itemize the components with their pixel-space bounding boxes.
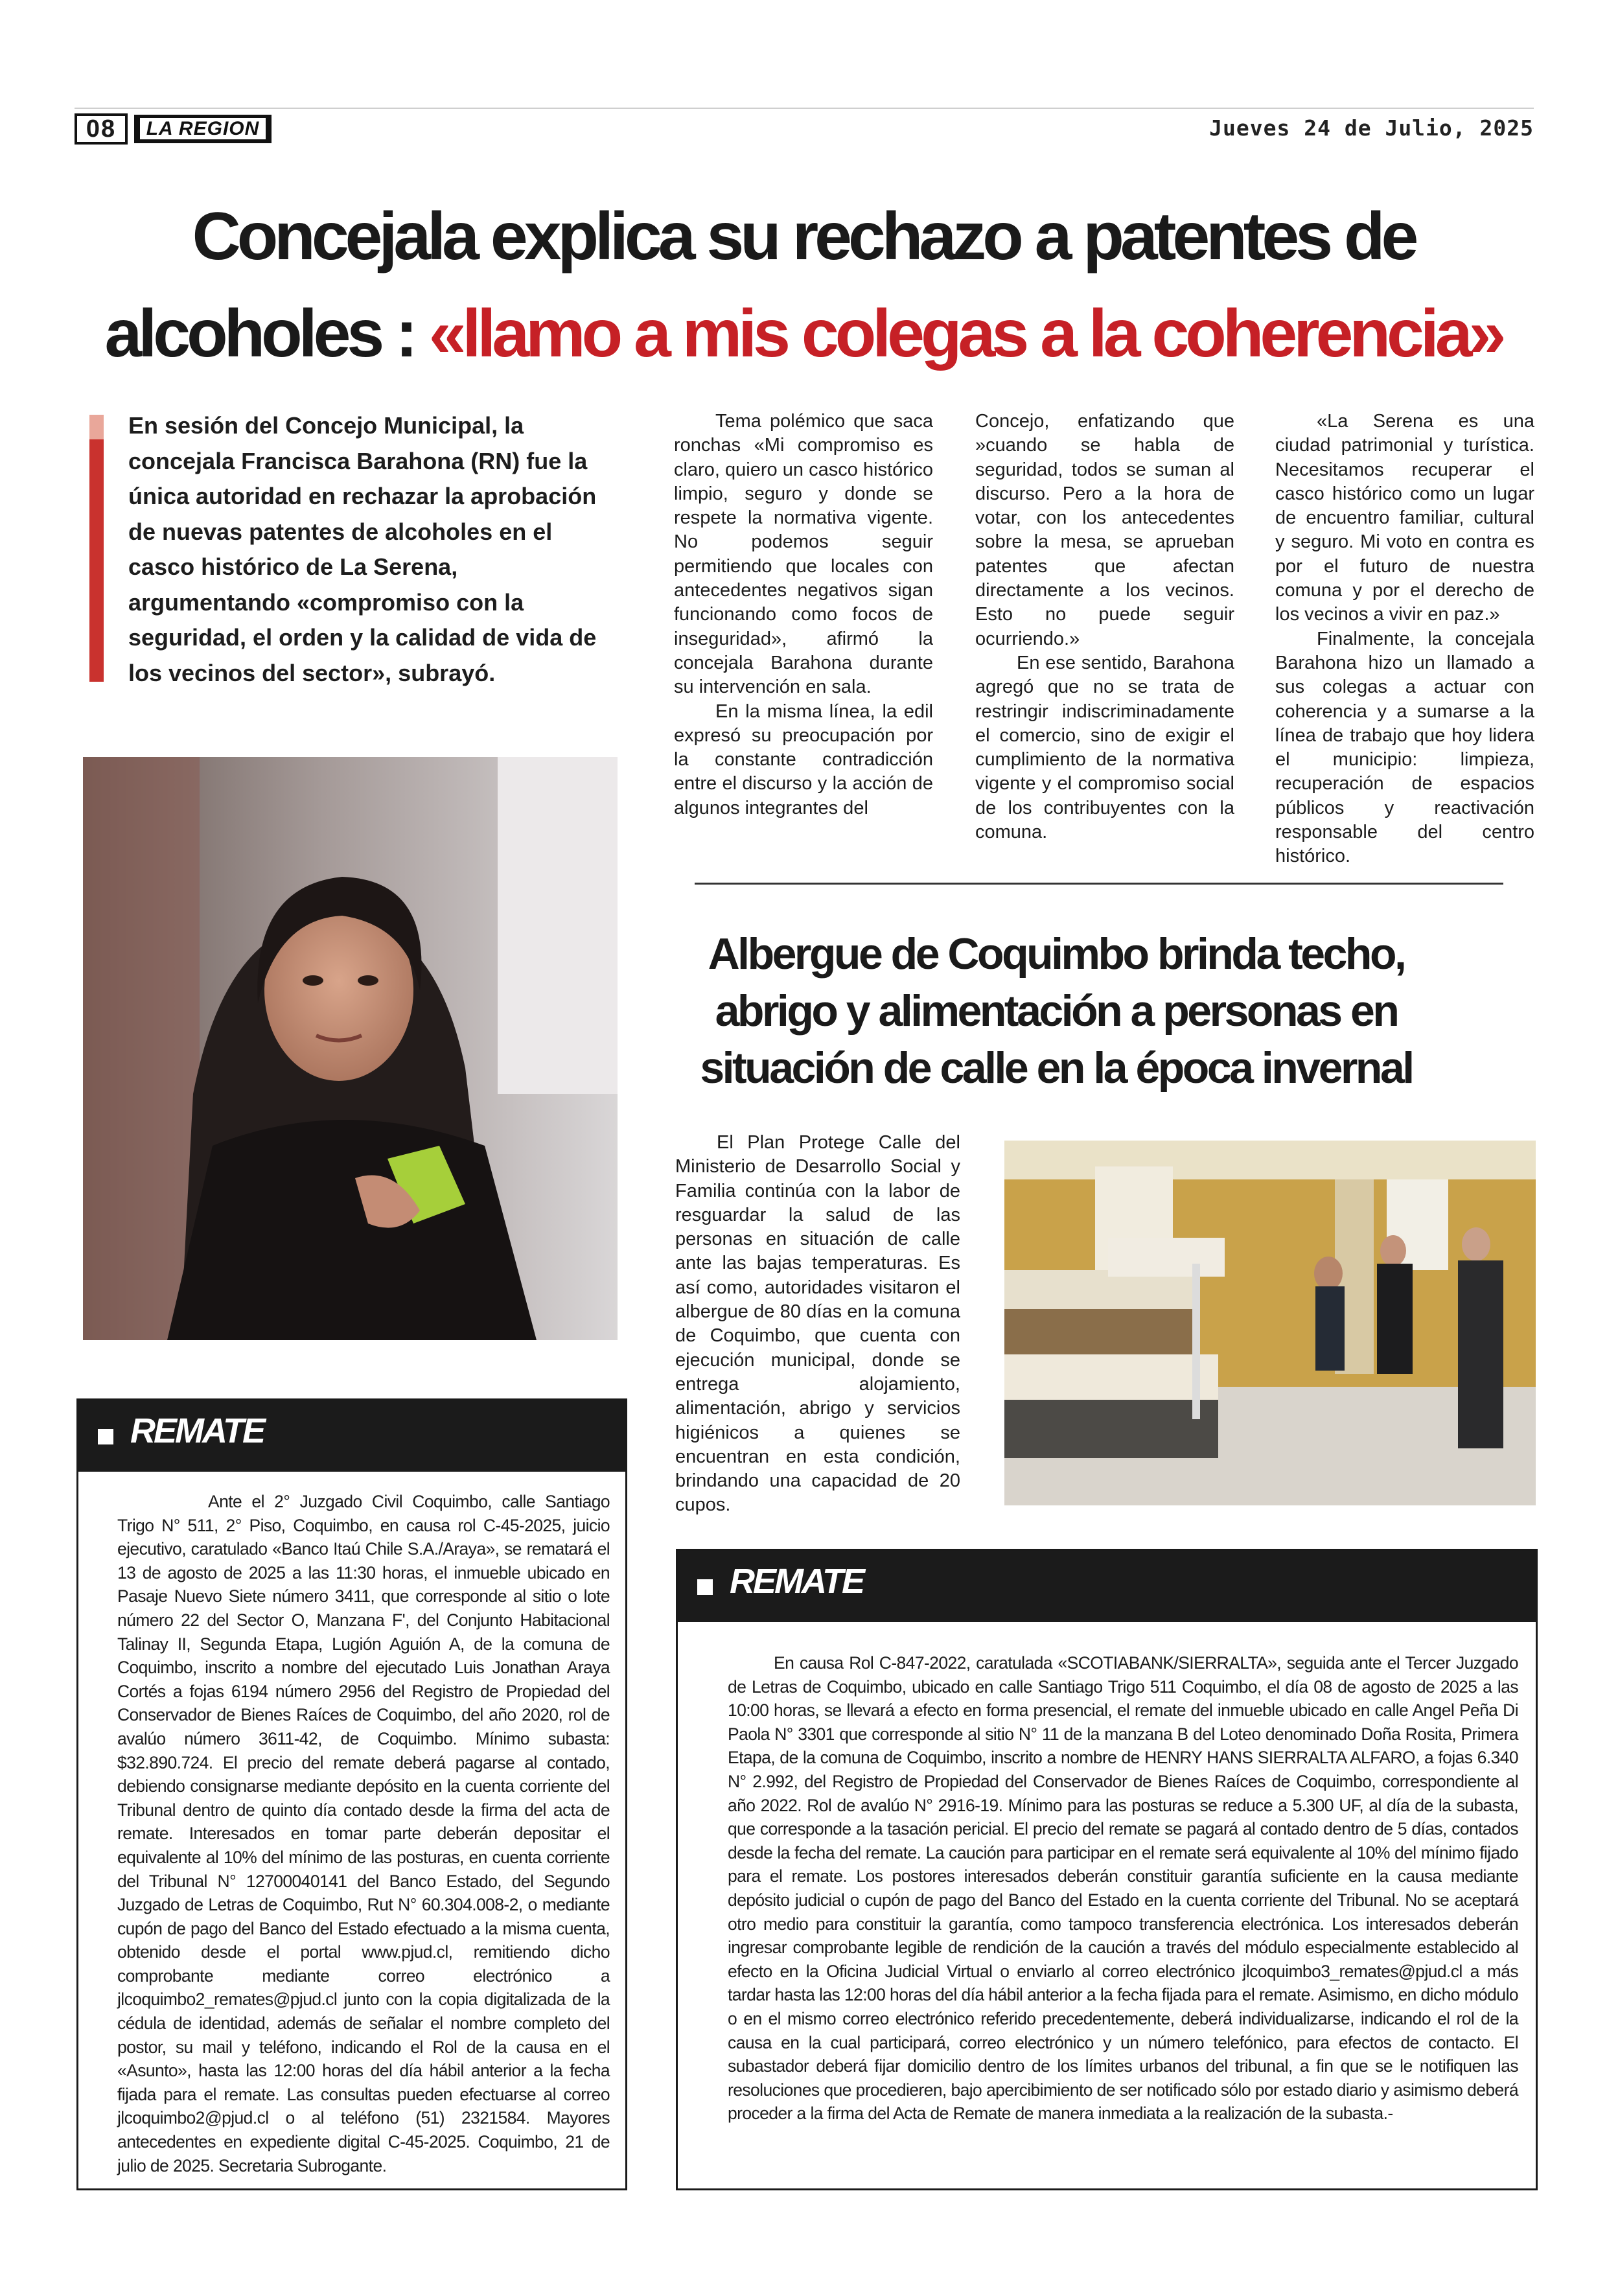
article-column-3 — [1275, 410, 1534, 869]
remate-header — [678, 1551, 1536, 1622]
newspaper-logo — [134, 115, 272, 143]
article-column-2 — [975, 410, 1234, 844]
remate-title: REMATE — [730, 1562, 863, 1601]
remate-title: REMATE — [130, 1411, 264, 1450]
legal-notice-remate-1 — [76, 1398, 627, 2190]
square-bullet-icon — [98, 1429, 113, 1444]
paragraph: En ese sentido, Barahona agregó que no se trata de restringir indiscriminadamente el comercio, sino de exigir el cumplimiento de la normativa vigente y el compromiso social de los contribuyentes con la comuna. — [975, 652, 1234, 843]
header-rule — [75, 108, 1534, 109]
main-headline-quote: «llamo a mis colegas a la coherencia» — [428, 296, 1503, 371]
square-bullet-icon — [697, 1579, 713, 1595]
issue-date: Jueves 24 de Julio, 2025 — [1209, 115, 1534, 141]
paragraph: Finalmente, la concejala Barahona hizo un llamado a sus colegas a actuar con coherencia y a sumarse a la línea de trabajo que hoy lidera el municipio: limpieza, recuperación de espacios públicos y reactivación responsable del centro histórico. — [1275, 628, 1534, 867]
paragraph: Concejo, enfatizando que »cuando se habla de seguridad, todos se suman al discurso. Pero a la hora de votar, con los antecedentes sobre la mesa, se aprueban patentes que afectan directamente a los vecinos. Esto no puede seguir ocurriendo.» — [975, 411, 1234, 649]
paragraph: «La Serena es una ciudad patrimonial y turística. Necesitamos recuperar el casco histórico como un lugar de encuentro familiar, cultural y seguro. Mi voto en contra es por el futuro de nuestra comuna y por el derecho de los vecinos a vivir en paz.» — [1275, 411, 1534, 625]
councilwoman-photo — [83, 757, 618, 1340]
main-headline-line-2 — [0, 295, 1607, 373]
paragraph: Ante el 2° Juzgado Civil Coquimbo, calle Santiago Trigo N° 511, 2° Piso, Coquimbo, en causa rol C-45-2025, juicio ejecutivo, caratulado «Banco Itaú Chile S.A./Araya», se rematará el 13 de agosto de 2025 a las 11:30 horas, el inmueble ubicado en Pasaje Nuevo Siete número 3411, que corresponde al sitio o lote número 22 del Sector O, Manzana F', del Conjunto Habitacional Talinay II, Segunda Etapa, Lugión Aguión A, de la comuna de Coquimbo, inscrito a nombre del ejecutado Luis Jonathan Araya Cortés a fojas 6194 número 2956 del Registro de Propiedad del Conservador de Bienes Raíces de Coquimbo, del año 2020, rol de avalúo número 3611-42, de Coquimbo. Mínimo subasta: $32.890.724. El precio del remate deberá pagarse al contado, debiendo consignarse mediante depósito en la cuenta corriente del Tribunal dentro de quinto día contado desde la firma del acta de remate. Interesados en tomar parte deberán depositar el equivalente al 10% del mínimo de las posturas, en cuenta corriente del Tribunal N° 12700040141 del Banco Estado, del Segundo Juzgado de Letras de Coquimbo, Rut N° 60.304.008-2, o mediante cupón de pago del Banco del Estado efectuado a la misma cuenta, obtenido desde el portal www.pjud.cl, remitiendo dicho comprobante mediante correo electrónico a jlcoquimbo2_remates@pjud.cl junto con la copia digitalizada de la cédula de identidad, además de señalar el nombre completo del postor, su mail y teléfono, indicando el Rol de la causa en el «Asunto», hasta las 12:00 horas del día hábil anterior a la fecha fijada para el remate. Las consultas pueden efectuarse al correo jlcoquimbo2@pjud.cl o al teléfono (51) 2321584. Mayores antecedentes en expediente digital C-45-2025. Coquimbo, 21 de julio de 2025. Secretaria Subrogante. — [117, 1492, 610, 2175]
remate-header — [78, 1400, 625, 1472]
shelter-photo — [1004, 1141, 1536, 1505]
paragraph: En causa Rol C-847-2022, caratulada «SCOTIABANK/SIERRALTA», seguida ante el Tercer Juzgado de Letras de Coquimbo, ubicado en calle Santiago Trigo 511 Coquimbo, el día 08 de agosto de 2025 a las 10:00 horas, se llevará a efecto en forma presencial, el remate del inmueble ubicado en calle Angel Peña Di Paola N° 3301 que corresponde al sitio N° 11 de la manzana B del Loteo denominado Doña Rosita, Primera Etapa, de la comuna de Coquimbo, inscrito a nombre de HENRY HANS SIERRALTA ALFARO, a fojas 6.340 N° 2.992, del Registro de Propiedad del Conservador de Bienes Raíces de Coquimbo, correspondiente al año 2022. Rol de avalúo N° 2916-19. Mínimo para las posturas se reduce a 5.300 UF, al día de la subasta, que corresponde a la tasación pericial. El precio del remate se pagará al contado dentro de 5 días, contados desde la fecha del remate. La caución para participar en el remate será equivalente al 10% del mínimo fijado para el remate. Los postores interesados deberán constituir garantía suficiente en la causa mediante depósito judicial o cupón de pago del Banco del Estado en la cuenta corriente del Tribunal. No se aceptará otro medio para constituir la garantía, como tampoco transferencia electrónica. Los interesados deberán ingresar comprobante legible de rendición de la caución a través del módulo especialmente establecido al efecto en la Oficina Judicial Virtual o enviarlo al correo electrónico jlcoquimbo3_remates@pjud.cl a más tardar hasta las 12:00 horas del día hábil anterior a la fecha fijada para el remate. Asimismo, en dicho módulo o en el mismo correo electrónico referido precedentemente, deberá individualizarse, indicando el rol de la causa en la cual participará, correo electrónico y un número telefónico, para efectos de contacto. El subastador deberá fijar domicilio dentro de los límites urbanos del tribunal, a fin que se le notifiquen las resoluciones que procedieren, bajo apercibimiento de ser notificado sólo por estado diario y asimismo deberá proceder a la firma del Acta de Remate de manera inmediata a la realización de la subasta.- — [728, 1653, 1518, 2124]
albergue-headline-line-2: abrigo y alimentación a personas en — [715, 986, 1398, 1036]
legal-notice-remate-2 — [676, 1549, 1538, 2190]
newspaper-logo-text: LA REGION — [140, 118, 266, 139]
section-divider — [695, 883, 1503, 885]
remate-text — [117, 1490, 610, 2177]
albergue-article-body — [675, 1131, 960, 1518]
remate-text — [728, 1651, 1518, 2126]
article-lead: En sesión del Concejo Municipal, la concejala Francisca Barahona (RN) fue la única autoridad en rechazar la aprobación de nuevas patentes de alcoholes en el casco histórico de La Serena, argumentando «compromiso con la seguridad, el orden y la calidad de vida de los vecinos del sector», subrayó. — [128, 412, 597, 686]
main-headline-plain: alcoholes : — [104, 296, 429, 371]
lead-accent-bar-top — [89, 415, 104, 439]
paragraph: Tema polémico que saca ronchas «Mi compromiso es claro, quiero un casco histórico limpio, seguro y donde se respete la normativa vigente. No podemos seguir permitiendo que locales con antecedentes negativos sigan funcionando como focos de inseguridad», afirmó la concejala Barahona durante su intervención en sala. — [674, 411, 933, 698]
main-headline-line-1: Concejala explica su rechazo a patentes de — [192, 199, 1415, 274]
page-number: 08 — [75, 113, 128, 145]
albergue-headline-line-1: Albergue de Coquimbo brinda techo, — [708, 929, 1405, 979]
lead-accent-bar — [89, 439, 104, 682]
paragraph: El Plan Protege Calle del Ministerio de Desarrollo Social y Familia continúa con la labor de resguardar la salud de las personas en situación de calle ante las bajas temperaturas. Es así como, autoridades visitaron el albergue de 80 días en la comuna de Coquimbo, que cuenta con ejecución municipal, donde se entrega alojamiento, alimentación, abrigo y servicios higiénicos a quienes se encuentran en esta condición, brindando una capacidad de 20 cupos. — [675, 1132, 960, 1516]
paragraph: En la misma línea, la edil expresó su preocupación por la constante contradicción entre el discurso y la acción de algunos integrantes del — [674, 701, 933, 818]
article-column-1 — [674, 410, 933, 820]
albergue-headline-line-3: situación de calle en la época invernal — [700, 1043, 1413, 1093]
